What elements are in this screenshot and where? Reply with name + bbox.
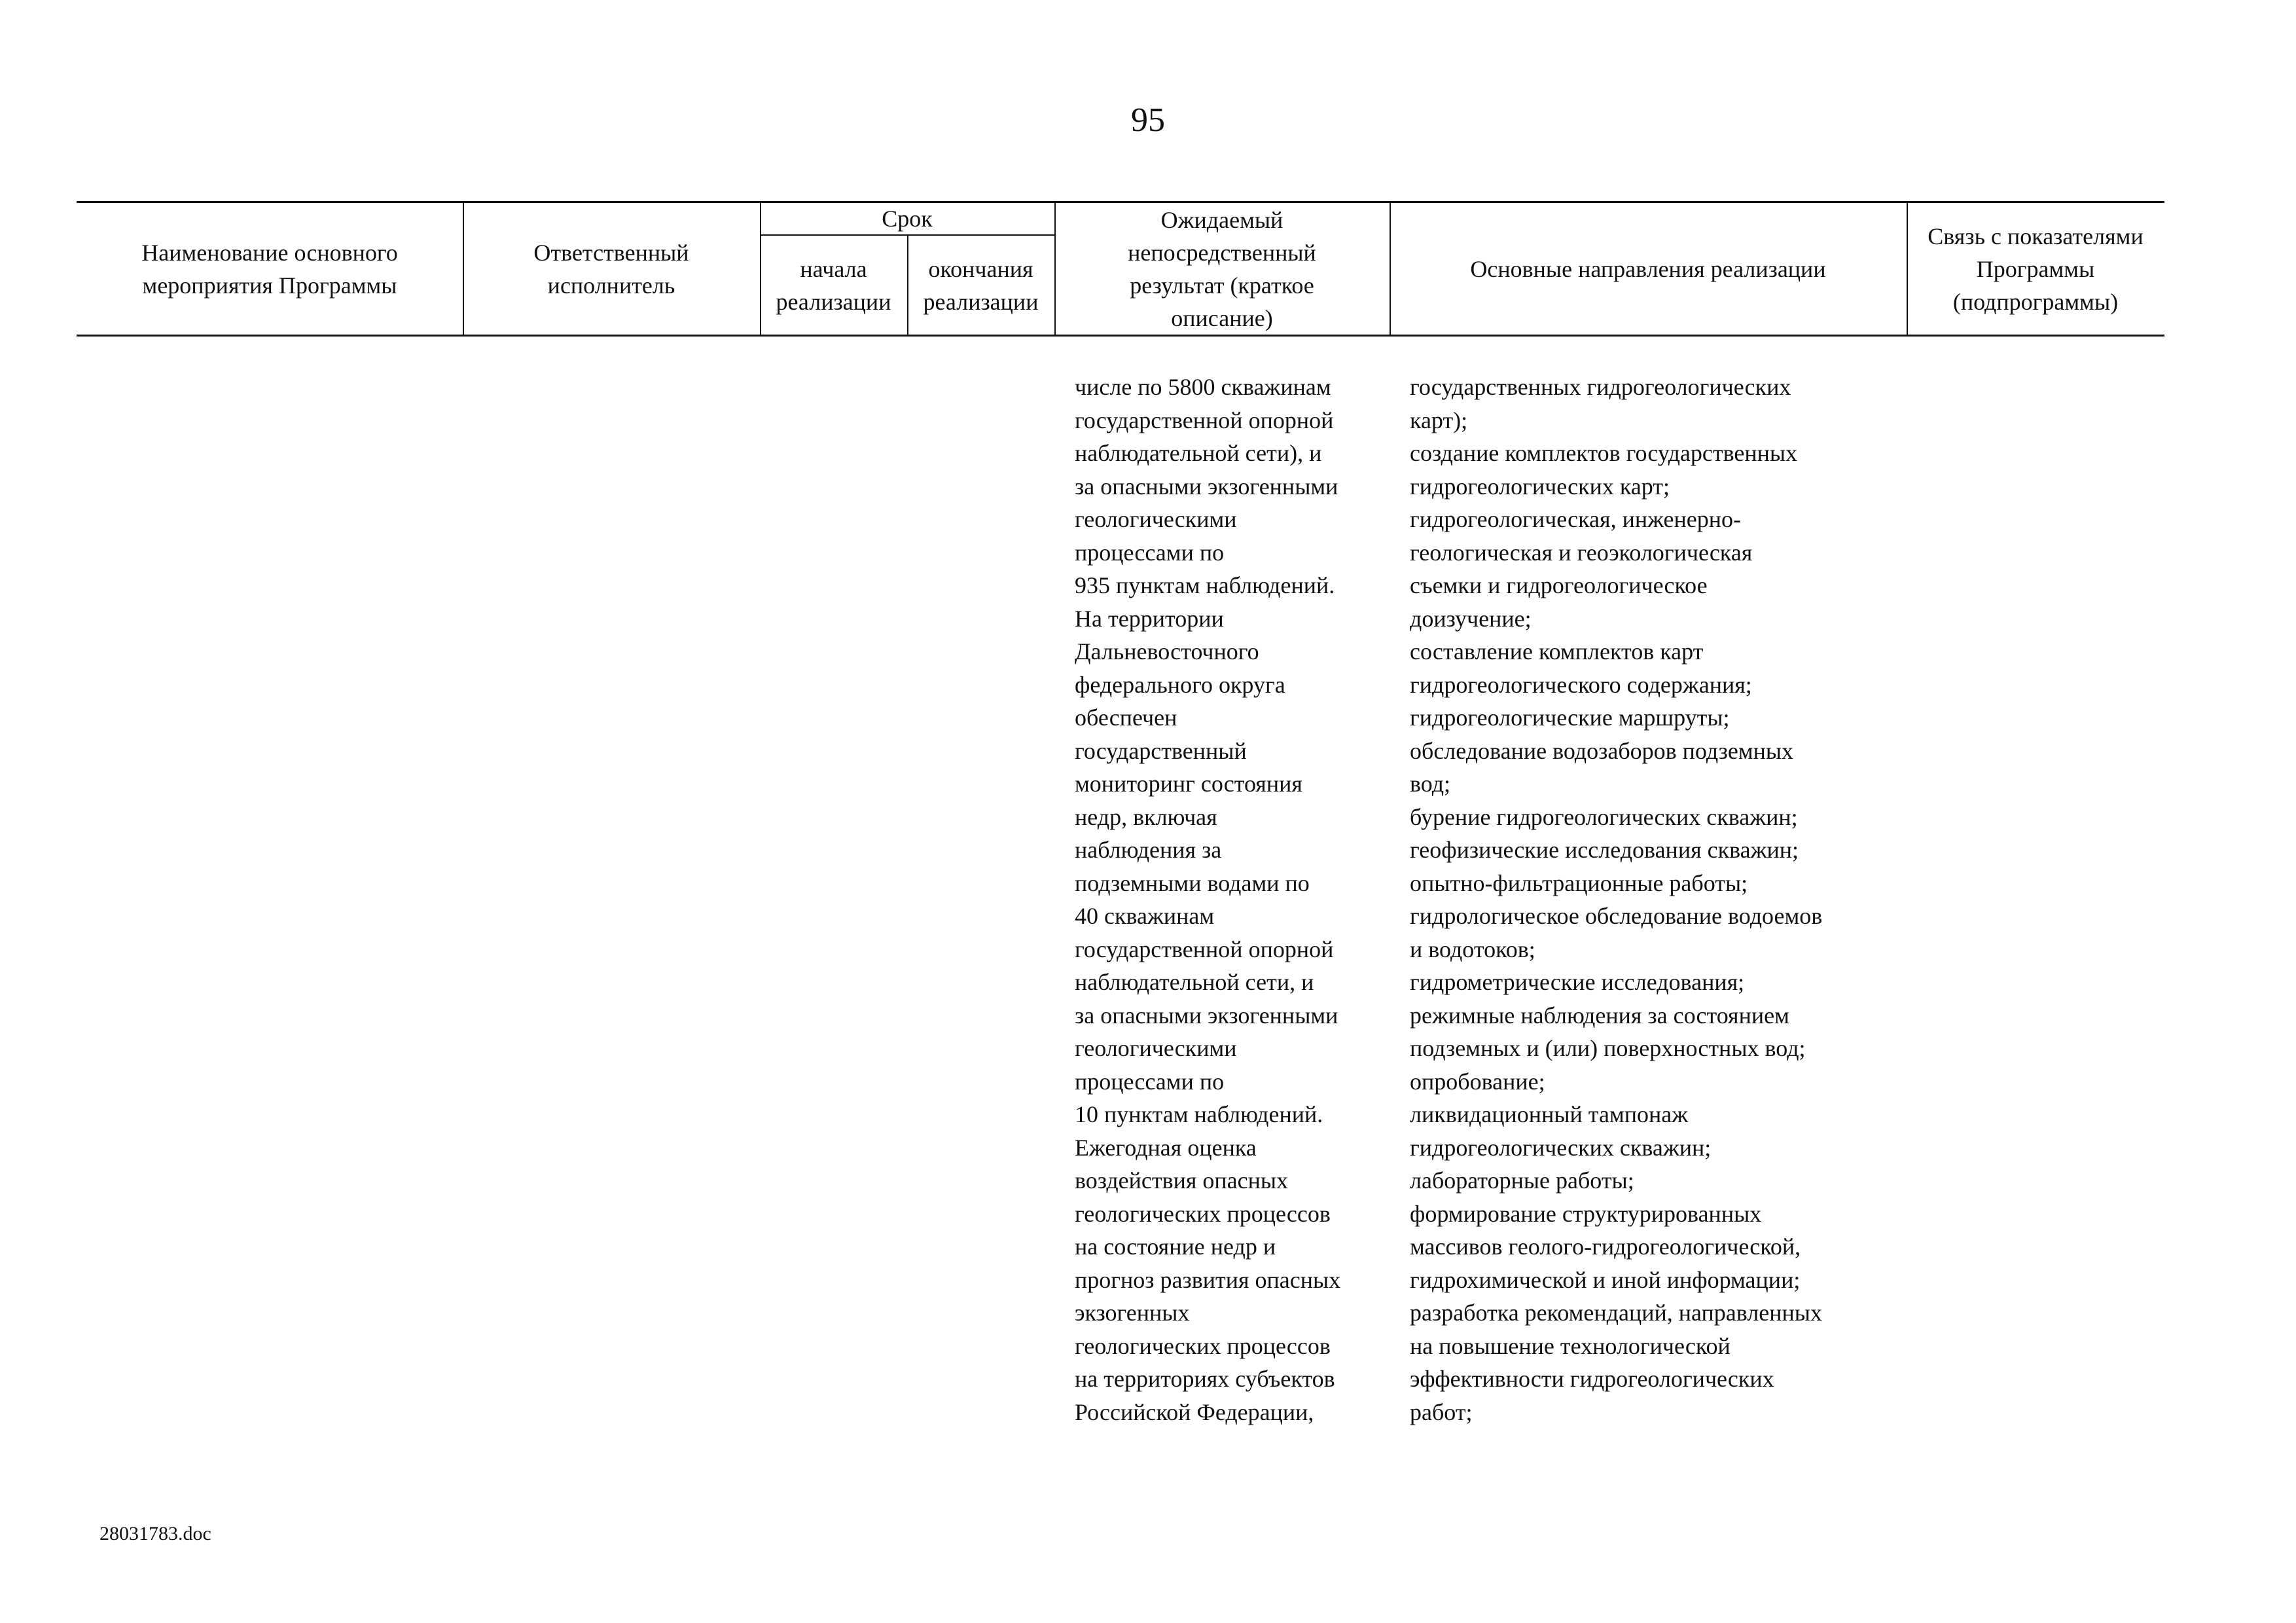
direction-line: на повышение технологической xyxy=(1410,1332,1731,1359)
result-line: 935 пунктам наблюдений. xyxy=(1075,572,1335,598)
direction-line: съемки и гидрогеологическое xyxy=(1410,572,1708,598)
direction-line: гидрогеологические маршруты; xyxy=(1410,704,1730,731)
result-line: На территории xyxy=(1075,605,1224,632)
direction-line: опробование; xyxy=(1410,1068,1545,1095)
result-line: мониторинг состояния xyxy=(1075,771,1302,797)
result-line: на территориях субъектов xyxy=(1075,1366,1335,1392)
direction-line: гидрогеологических карт; xyxy=(1410,473,1670,500)
direction-line: составление комплектов карт xyxy=(1410,638,1704,665)
result-line: обеспечен xyxy=(1075,704,1177,731)
direction-line: режимные наблюдения за состоянием xyxy=(1410,1002,1789,1029)
direction-line: вод; xyxy=(1410,771,1451,797)
direction-line: геофизические исследования скважин; xyxy=(1410,837,1799,863)
result-line: за опасными экзогенными xyxy=(1075,1002,1338,1029)
result-line: экзогенных xyxy=(1075,1300,1190,1326)
direction-line: работ; xyxy=(1410,1398,1473,1425)
direction-line: доизучение; xyxy=(1410,605,1532,632)
direction-line: разработка рекомендаций, направленных xyxy=(1410,1300,1822,1326)
direction-line: гидрохимической и иной информации; xyxy=(1410,1266,1801,1293)
header-responsible: Ответственный исполнитель xyxy=(533,239,689,299)
directions-text xyxy=(1410,371,1822,1429)
direction-line: государственных гидрогеологических xyxy=(1410,374,1791,400)
header-expected-result: Ожидаемый непосредственный результат (краткое описание) xyxy=(1128,206,1316,331)
header-term-end: окончания реализации xyxy=(923,255,1039,315)
result-line: на состояние недр и xyxy=(1075,1233,1276,1260)
result-line: геологических процессов xyxy=(1075,1332,1331,1359)
header-term-start: начала реализации xyxy=(776,255,891,315)
direction-line: формирование структурированных xyxy=(1410,1200,1762,1227)
result-line: Ежегодная оценка xyxy=(1075,1134,1257,1161)
direction-line: бурение гидрогеологических скважин; xyxy=(1410,803,1798,830)
direction-line: гидрометрические исследования; xyxy=(1410,969,1745,995)
result-line: федерального округа xyxy=(1075,671,1285,698)
table-header xyxy=(77,201,2164,337)
page-number: 95 xyxy=(1131,101,1165,139)
direction-line: создание комплектов государственных xyxy=(1410,440,1798,466)
direction-line: обследование водозаборов подземных xyxy=(1410,737,1794,764)
result-line: 10 пунктам наблюдений. xyxy=(1075,1101,1323,1127)
header-program-activity: Наименование основного мероприятия Программы xyxy=(141,239,398,299)
direction-line: и водотоков; xyxy=(1410,936,1535,962)
result-line: процессами по xyxy=(1075,539,1225,566)
result-line: государственный xyxy=(1075,737,1247,764)
direction-line: геологическая и геоэкологическая xyxy=(1410,539,1753,566)
result-line: воздействия опасных xyxy=(1075,1167,1289,1194)
direction-line: гидрогеологических скважин; xyxy=(1410,1134,1712,1161)
result-line: подземными водами по xyxy=(1075,869,1310,896)
result-line: геологическими xyxy=(1075,1035,1237,1061)
result-line: Дальневосточного xyxy=(1075,638,1259,665)
direction-line: эффективности гидрогеологических xyxy=(1410,1366,1774,1392)
header-indicator-link: Связь с показателями Программы (подпрограммы) xyxy=(1928,223,2144,315)
direction-line: гидрогеологического содержания; xyxy=(1410,671,1752,698)
direction-line: лабораторные работы; xyxy=(1410,1167,1634,1194)
result-line: государственной опорной xyxy=(1075,936,1334,962)
result-line: наблюдательной сети), и xyxy=(1075,440,1322,466)
document-code: 28031783.doc xyxy=(99,1523,211,1544)
direction-line: массивов геолого-гидрогеологической, xyxy=(1410,1233,1801,1260)
header-directions: Основные направления реализации xyxy=(1470,255,1826,282)
direction-line: опытно-фильтрационные работы; xyxy=(1410,869,1748,896)
direction-line: карт); xyxy=(1410,407,1468,433)
result-line: геологических процессов xyxy=(1075,1200,1331,1227)
direction-line: гидрогеологическая, инженерно- xyxy=(1410,506,1741,532)
result-line: 40 скважинам xyxy=(1075,903,1215,929)
result-line: числе по 5800 скважинам xyxy=(1075,374,1331,400)
header-term: Срок xyxy=(760,203,1054,236)
result-line: прогноз развития опасных xyxy=(1075,1266,1341,1293)
result-line: геологическими xyxy=(1075,506,1237,532)
result-line: Российской Федерации, xyxy=(1075,1398,1314,1425)
direction-line: гидрологическое обследование водоемов xyxy=(1410,903,1823,929)
result-line: наблюдательной сети, и xyxy=(1075,969,1314,995)
result-line: процессами по xyxy=(1075,1068,1225,1095)
result-line: недр, включая xyxy=(1075,803,1217,830)
result-line: государственной опорной xyxy=(1075,407,1334,433)
result-line: наблюдения за xyxy=(1075,837,1222,863)
result-line: за опасными экзогенными xyxy=(1075,473,1338,500)
expected-result-text xyxy=(1075,371,1340,1429)
direction-line: ликвидационный тампонаж xyxy=(1410,1101,1689,1127)
direction-line: подземных и (или) поверхностных вод; xyxy=(1410,1035,1806,1061)
